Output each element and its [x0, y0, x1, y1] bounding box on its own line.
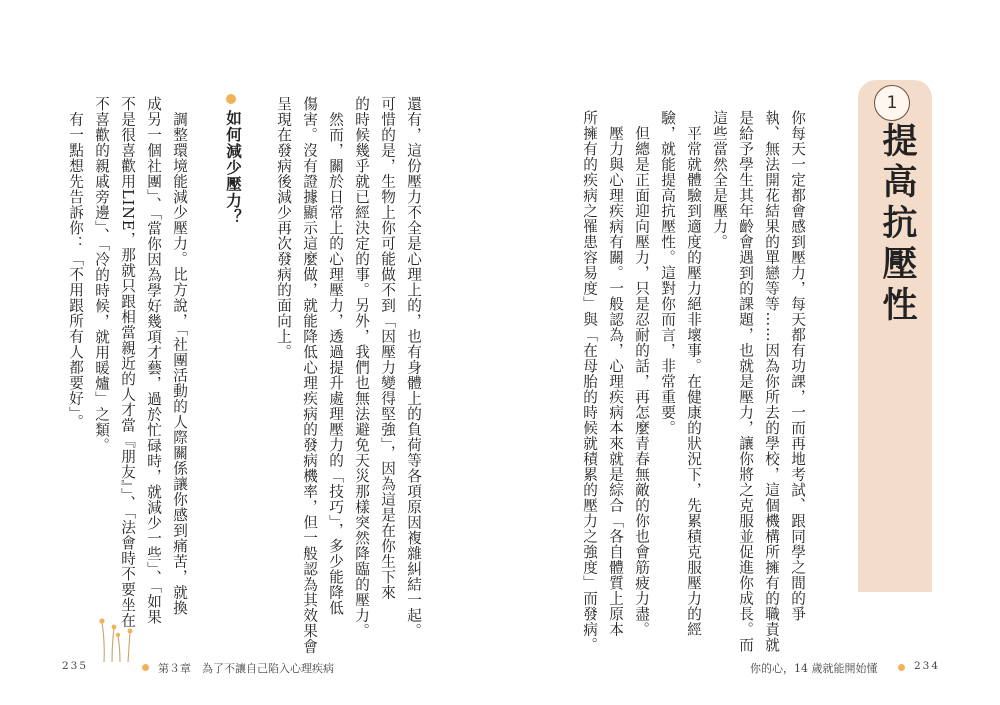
section-bullet-dot	[226, 94, 236, 104]
right-text-column: 執、無法開花結果的單戀等等……因為你所去的學校，這個機構所擁有的職責就	[763, 110, 780, 653]
right-text-column: 你每天一定都會感到壓力，每天都有功課，一而再地考試、跟同學之間的爭	[789, 110, 806, 622]
left-text-column: 成另一個社團」、「當你因為學好幾項才藝，過於忙碌時，就減少一些」、「如果	[145, 96, 162, 625]
right-footer-title: 你的心，14 歲就能開始懂	[750, 662, 878, 675]
left-text-column: 還有，這份壓力不全是心理上的，也有身體上的負荷等各項原因複雜糾結一起。	[405, 96, 422, 639]
right-text-column: 但總是正面迎向壓力，只是忍耐的話，再怎麼青春無敵的你也會筋疲力盡。	[633, 110, 650, 637]
chapter-title: 提高抗壓性	[877, 122, 917, 327]
left-text-column: 調整環境能減少壓力。比方說，「社團活動的人際關係讓你感到痛苦，就換	[171, 96, 188, 616]
left-text-column: 呈現在發病後減少再次發病的面向上。	[275, 96, 292, 360]
flower-sprigs-icon	[96, 614, 138, 664]
chapter-number-circle	[874, 85, 910, 121]
chapter-number: 1	[886, 93, 898, 113]
right-page-number: 234	[914, 660, 941, 672]
left-text-column: 然而，關於日常上的心理壓力，透過提升處理壓力的「技巧」，多少能降低	[327, 96, 344, 616]
right-text-column: 壓力與心理疾病有關。一般認為，心理疾病本來就是綜合「各自體質上原本	[607, 110, 624, 637]
right-text-column: 是給予學生其年齡會遇到的課題，也就是壓力，讓你將之克服並促進你成長。而	[737, 110, 754, 653]
left-text-column: 不是很喜歡用LINE，那就只跟相當親近的人才當『朋友』」、「法會時不要坐在	[119, 96, 136, 629]
left-text-column: 有一點想先告訴你：「不用跟所有人都要好」。	[67, 96, 84, 430]
right-text-column: 這些當然全是壓力。	[711, 110, 728, 250]
left-footer-chapter: 第３章 為了不讓自己陷入心理疾病	[158, 662, 334, 675]
left-text-column: 傷害。沒有證據顯示這麼做，就能降低心理疾病的發病機率，但一般認為其效果會	[301, 96, 318, 654]
left-text-column: 的時候幾乎就已經決定的事。另外，我們也無法避免天災那樣突然降臨的壓力。	[353, 96, 370, 639]
left-page-number: 235	[62, 660, 89, 672]
left-text-column: 不喜歡的親戚旁邊」、「冷的時候，就用暖爐」之類。	[93, 96, 110, 454]
footer-dot-icon	[898, 664, 905, 671]
right-text-column: 平常就體驗到適度的壓力絕非壞事。在健康的狀況下，先累積克服壓力的經	[685, 110, 702, 637]
left-text-column: 可惜的是，生物上你可能做不到「因壓力變得堅強」，因為這是在你生下來	[379, 96, 396, 601]
right-text-column: 所擁有的疾病之罹患容易度」與「在母胎的時候就積累的壓力之強度」而發病。	[581, 110, 598, 653]
footer-dot-icon	[142, 664, 149, 671]
section-heading: 如何減少壓力？	[224, 110, 242, 226]
right-text-column: 驗，就能提高抗壓性。這對你而言，非常重要。	[659, 110, 676, 436]
